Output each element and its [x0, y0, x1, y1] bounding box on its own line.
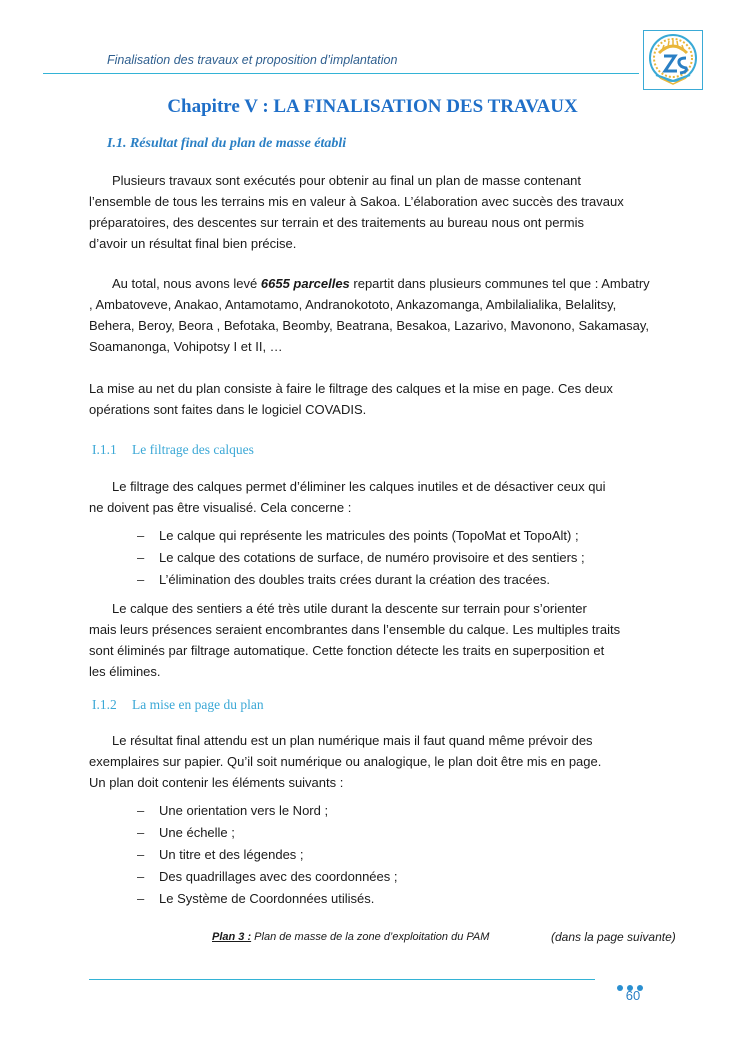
- text-line: mais leurs présences seraient encombrantes dans l’ensemble du calque. Les multiples traits: [89, 622, 621, 637]
- dash-bullet-icon: –: [137, 825, 145, 840]
- list-item: [137, 569, 697, 591]
- text-line: [89, 273, 689, 294]
- paragraph-layout: [89, 730, 689, 793]
- institution-logo: [643, 30, 703, 90]
- caption-text: Plan de masse de la zone d’exploitation du PAM: [251, 931, 490, 943]
- subsection-number: I.1.1: [92, 442, 117, 457]
- text-line: ne doivent pas être visualisé. Cela concerne :: [89, 500, 352, 515]
- caption-note: (dans la page suivante): [551, 930, 676, 944]
- subsection-title-layout: [92, 697, 264, 713]
- figure-caption: [212, 931, 489, 943]
- filtering-list: [137, 525, 697, 591]
- text-line: La mise au net du plan consiste à faire le filtrage des calques et la mise en page. Ces deux: [89, 381, 613, 396]
- text-line: sont éliminés par filtrage automatique. Cette fonction détecte les traits en superposition et: [89, 643, 605, 658]
- footer-rule: [89, 979, 595, 980]
- list-item-text: Une échelle ;: [159, 825, 235, 840]
- paragraph-parcels: [89, 273, 689, 357]
- text-run: repartit dans plusieurs communes tel que : Ambatry: [349, 276, 650, 291]
- paragraph-cleanup: [89, 378, 689, 420]
- header-rule: [43, 73, 639, 74]
- list-item: [137, 800, 697, 822]
- page-number: 60: [625, 988, 641, 1003]
- dash-bullet-icon: –: [137, 891, 145, 906]
- subsection-title-filtering: [92, 442, 254, 458]
- text-line: Soamanonga, Vohipotsy I et II, …: [89, 339, 283, 354]
- dash-bullet-icon: –: [137, 869, 145, 884]
- dash-bullet-icon: –: [137, 847, 145, 862]
- text-line: Le filtrage des calques permet d’éliminer les calques inutiles et de désactiver ceux qui: [112, 479, 606, 494]
- layout-elements-list: [137, 800, 697, 910]
- text-run: Au total, nous avons levé: [112, 276, 261, 291]
- text-line: Behera, Beroy, Beora , Befotaka, Beomby, Beatrana, Besakoa, Lazarivo, Mavonono, Sakamasay,: [89, 318, 650, 333]
- text-line: d’avoir un résultat final bien précise.: [89, 236, 297, 251]
- text-line: Le résultat final attendu est un plan numérique mais il faut quand même prévoir des: [112, 733, 593, 748]
- ellipsis-dots-icon: [617, 978, 651, 986]
- chapter-title: Chapitre V : LA FINALISATION DES TRAVAUX: [167, 96, 578, 117]
- list-item: [137, 888, 697, 910]
- text-line: l’ensemble de tous les terrains mis en valeur à Sakoa. L’élaboration avec succès des travaux: [89, 194, 624, 209]
- dash-bullet-icon: –: [137, 550, 145, 565]
- list-item: [137, 547, 697, 569]
- text-line: les élimines.: [89, 664, 161, 679]
- running-header: Finalisation des travaux et proposition d’implantation: [107, 53, 398, 67]
- text-line: opérations sont faites dans le logiciel COVADIS.: [89, 402, 367, 417]
- list-item: [137, 822, 697, 844]
- list-item-text: L’élimination des doubles traits crées durant la création des tracées.: [159, 572, 550, 587]
- subsection-label: La mise en page du plan: [132, 697, 264, 712]
- caption-label: Plan 3 :: [212, 931, 252, 943]
- subsection-label: Le filtrage des calques: [132, 442, 254, 457]
- list-item-text: Des quadrillages avec des coordonnées ;: [159, 869, 398, 884]
- list-item: [137, 525, 697, 547]
- text-line: , Ambatoveve, Anakao, Antamotamo, Andranokototo, Ankazomanga, Ambilalialika, Belalitsy,: [89, 297, 617, 312]
- logo-emblem-icon: [644, 31, 702, 89]
- text-line: exemplaires sur papier. Qu’il soit numérique ou analogique, le plan doit être mis en page.: [89, 754, 602, 769]
- list-item-text: Le Système de Coordonnées utilisés.: [159, 891, 375, 906]
- dash-bullet-icon: –: [137, 803, 145, 818]
- text-line: Plusieurs travaux sont exécutés pour obtenir au final un plan de masse contenant: [112, 173, 582, 188]
- paragraph-paths-layer: [89, 598, 689, 682]
- paragraph-filtering: [89, 476, 689, 518]
- list-item: [137, 844, 697, 866]
- list-item-text: Un titre et des légendes ;: [159, 847, 304, 862]
- list-item-text: Le calque qui représente les matricules des points (TopoMat et TopoAlt) ;: [159, 528, 579, 543]
- parcel-count: 6655 parcelles: [260, 276, 350, 291]
- list-item-text: Le calque des cotations de surface, de numéro provisoire et des sentiers ;: [159, 550, 585, 565]
- list-item-text: Une orientation vers le Nord ;: [159, 803, 329, 818]
- text-line: Le calque des sentiers a été très utile durant la descente sur terrain pour s’orienter: [112, 601, 587, 616]
- subsection-number: I.1.2: [92, 697, 117, 712]
- paragraph-intro: [89, 170, 689, 254]
- dash-bullet-icon: –: [137, 528, 145, 543]
- text-line: préparatoires, des descentes sur terrain et des traitements au bureau nous ont permis: [89, 215, 584, 230]
- text-line: Un plan doit contenir les éléments suivants :: [89, 775, 344, 790]
- section-title: I.1. Résultat final du plan de masse établi: [107, 136, 347, 151]
- list-item: [137, 866, 697, 888]
- dash-bullet-icon: –: [137, 572, 145, 587]
